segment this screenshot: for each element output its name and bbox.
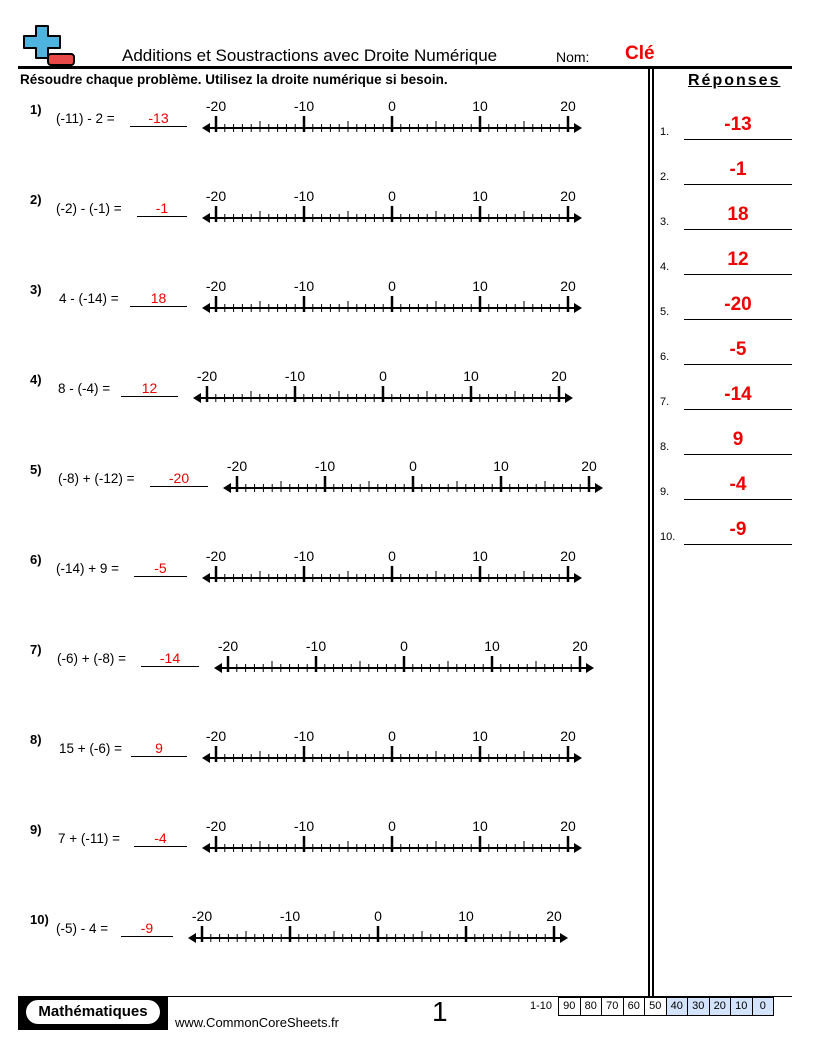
number-line-label: 0	[409, 458, 417, 474]
number-line-label: 10	[472, 278, 488, 294]
number-line-label: 20	[560, 188, 576, 204]
number-line-label: -10	[293, 818, 315, 834]
answer-blank[interactable]	[141, 666, 199, 667]
problem-equation: (-14) + 9 =	[56, 561, 120, 576]
problem-equation: (-2) - (-1) =	[56, 201, 122, 216]
score-cell: 90	[558, 997, 581, 1016]
answer-row	[660, 200, 792, 230]
answer-value: -20	[724, 294, 752, 315]
number-line-label: 0	[388, 728, 396, 744]
answer-number: 4.	[660, 261, 670, 273]
problem-row	[30, 818, 630, 862]
answer-value: 9	[732, 429, 744, 450]
score-cell: 10	[731, 997, 753, 1016]
number-line-label: -20	[205, 548, 227, 564]
problem-answer: -14	[159, 650, 181, 666]
answer-row	[660, 335, 792, 365]
problem-equation: (-6) + (-8) =	[57, 651, 127, 666]
score-cell: 60	[624, 997, 646, 1016]
problem-row	[30, 278, 630, 322]
score-cell: 0	[753, 997, 775, 1016]
number-line-label: -10	[293, 188, 315, 204]
answer-blank[interactable]	[150, 486, 208, 487]
problem-row	[30, 188, 630, 232]
score-cell: 50	[645, 997, 667, 1016]
number-line-label: 0	[379, 368, 387, 384]
answer-line	[684, 139, 792, 140]
number-line-label: 0	[374, 908, 382, 924]
header-divider	[18, 66, 792, 69]
answer-value: -13	[724, 114, 752, 135]
site-url: www.CommonCoreSheets.fr	[175, 1015, 339, 1030]
answer-line	[684, 409, 792, 410]
answer-number: 9.	[660, 486, 670, 498]
number-line-label: 20	[581, 458, 597, 474]
answer-value: -4	[729, 474, 747, 495]
page-number: 1	[432, 996, 448, 1027]
number-line-label: 10	[484, 638, 500, 654]
problem-row	[30, 638, 630, 682]
number-line-label: -20	[191, 908, 213, 924]
number-line-label: -10	[293, 98, 315, 114]
number-line-label: -10	[284, 368, 306, 384]
number-line-label: 0	[388, 188, 396, 204]
answer-number: 6.	[660, 351, 670, 363]
problem-number: 9)	[30, 822, 42, 837]
number-line-label: 10	[472, 818, 488, 834]
number-line-label: 20	[560, 98, 576, 114]
number-line-label: -20	[205, 818, 227, 834]
problem-equation: 7 + (-11) =	[58, 831, 121, 846]
answer-blank[interactable]	[134, 846, 187, 847]
number-line-label: -20	[205, 278, 227, 294]
brand-badge	[18, 996, 168, 1030]
problem-row	[30, 908, 630, 952]
problem-number: 7)	[30, 642, 42, 657]
problem-answer: 12	[141, 380, 158, 396]
number-line-label: 0	[388, 278, 396, 294]
number-line-label: 10	[463, 368, 479, 384]
answer-blank[interactable]	[131, 756, 187, 757]
answer-blank[interactable]	[121, 396, 178, 397]
answer-line	[684, 319, 792, 320]
answer-value: -14	[724, 384, 752, 405]
problem-row	[30, 728, 630, 772]
number-line-label: 20	[560, 818, 576, 834]
answer-value: -1	[729, 159, 747, 180]
problem-equation: (-5) - 4 =	[56, 921, 109, 936]
problem-answer: -9	[140, 920, 154, 936]
answer-line	[684, 454, 792, 455]
answer-row	[660, 470, 792, 500]
score-table	[530, 997, 774, 1016]
number-line-label: -20	[217, 638, 239, 654]
answer-line	[684, 229, 792, 230]
answer-column-divider	[652, 66, 654, 996]
worksheet-title: Additions et Soustractions avec Droite Numérique	[122, 46, 498, 65]
number-line-label: -20	[205, 188, 227, 204]
problem-number: 4)	[30, 372, 42, 387]
number-line-label: 10	[472, 548, 488, 564]
problem-row	[30, 548, 630, 592]
number-line-label: 20	[546, 908, 562, 924]
answer-number: 8.	[660, 441, 670, 453]
problem-number: 10)	[30, 912, 49, 927]
answer-line	[684, 364, 792, 365]
answer-line	[684, 499, 792, 500]
answer-number: 7.	[660, 396, 670, 408]
number-line-label: 10	[472, 188, 488, 204]
problem-answer: -13	[148, 110, 169, 126]
score-cell: 20	[710, 997, 732, 1016]
number-line-label: 10	[458, 908, 474, 924]
number-line-label: -10	[293, 728, 315, 744]
answer-number: 2.	[660, 171, 670, 183]
answer-row	[660, 290, 792, 320]
problem-equation: 8 - (-4) =	[58, 381, 111, 396]
score-cell: 70	[602, 997, 624, 1016]
problem-equation: (-8) + (-12) =	[58, 471, 135, 486]
answer-number: 3.	[660, 216, 670, 228]
answer-row	[660, 110, 792, 140]
problem-row	[30, 368, 630, 412]
answer-row	[660, 380, 792, 410]
problem-equation: (-11) - 2 =	[56, 111, 115, 126]
number-line-label: 0	[400, 638, 408, 654]
name-value: Clé	[625, 43, 655, 64]
number-line-label: -20	[196, 368, 218, 384]
answer-row	[660, 245, 792, 275]
score-cell: 80	[581, 997, 603, 1016]
number-line-label: -10	[293, 278, 315, 294]
answer-line	[684, 184, 792, 185]
instructions: Résoudre chaque problème. Utilisez la droite numérique si besoin.	[20, 72, 448, 87]
problem-number: 2)	[30, 192, 42, 207]
number-line-label: 10	[472, 728, 488, 744]
answers-title: Réponses	[688, 72, 781, 89]
problem-number: 6)	[30, 552, 42, 567]
problem-answer: -20	[168, 470, 190, 486]
problem-row	[30, 98, 630, 142]
answer-value: -5	[729, 339, 747, 360]
number-line-label: -10	[293, 548, 315, 564]
answer-blank[interactable]	[134, 576, 187, 577]
answer-line	[684, 274, 792, 275]
number-line-label: 20	[560, 728, 576, 744]
answer-row	[660, 515, 792, 545]
number-line-label: 20	[572, 638, 588, 654]
answer-number: 1.	[660, 126, 670, 138]
problem-number: 8)	[30, 732, 42, 747]
number-line-label: -20	[226, 458, 248, 474]
answer-blank[interactable]	[121, 936, 173, 937]
brand-label: Mathématiques	[26, 1000, 160, 1024]
problem-answer: 9	[155, 740, 163, 756]
answer-blank[interactable]	[130, 306, 187, 307]
score-cell: 30	[688, 997, 710, 1016]
answer-row	[660, 155, 792, 185]
answer-number: 10.	[660, 531, 676, 543]
problem-number: 5)	[30, 462, 42, 477]
answer-line	[684, 544, 792, 545]
number-line-label: -10	[305, 638, 327, 654]
number-line-label: -10	[279, 908, 301, 924]
answer-blank[interactable]	[130, 126, 187, 127]
score-cell: 40	[667, 997, 689, 1016]
number-line-label: 0	[388, 548, 396, 564]
number-line-label: -10	[314, 458, 336, 474]
answer-number: 5.	[660, 306, 670, 318]
number-line-label: 10	[493, 458, 509, 474]
answer-column-divider	[648, 66, 650, 996]
answer-value: 18	[727, 204, 749, 225]
answer-value: -9	[729, 519, 747, 540]
problem-equation: 15 + (-6) =	[59, 741, 123, 756]
number-line-label: -20	[205, 98, 227, 114]
problem-answer: -4	[154, 830, 167, 846]
problem-answer: -1	[155, 200, 169, 216]
number-line-label: 20	[560, 278, 576, 294]
number-line-label: 0	[388, 98, 396, 114]
problem-answer: 18	[150, 290, 167, 306]
answer-value: 12	[727, 249, 749, 270]
answer-row	[660, 425, 792, 455]
problem-equation: 4 - (-14) =	[59, 291, 119, 306]
answer-blank[interactable]	[137, 216, 187, 217]
problem-answer: -5	[154, 560, 167, 576]
score-label: 1-10	[530, 1000, 553, 1012]
number-line-label: 20	[560, 548, 576, 564]
number-line-label: -20	[205, 728, 227, 744]
name-label: Nom:	[556, 49, 590, 65]
problem-number: 3)	[30, 282, 42, 297]
number-line-label: 0	[388, 818, 396, 834]
number-line-label: 20	[551, 368, 567, 384]
number-line-label: 10	[472, 98, 488, 114]
problem-row	[30, 458, 630, 502]
problem-number: 1)	[30, 102, 42, 117]
